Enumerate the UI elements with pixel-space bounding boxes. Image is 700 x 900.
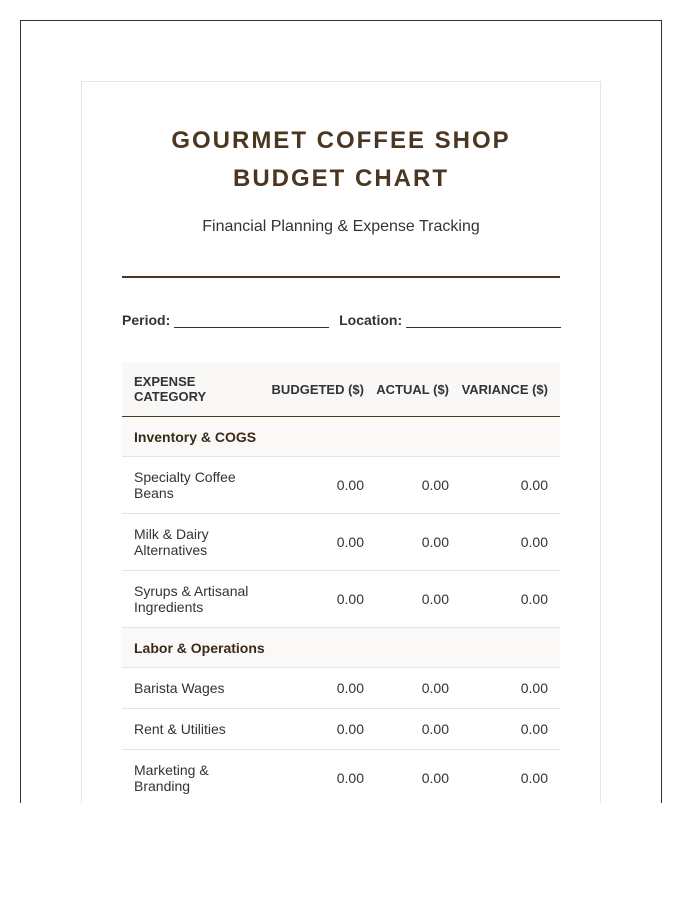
row-budgeted: 0.00 [336, 721, 364, 737]
row-category: Rent & Utilities [134, 721, 226, 737]
row-actual: 0.00 [421, 534, 449, 550]
table-row [122, 709, 560, 750]
row-category: Marketing & Branding [134, 762, 209, 794]
row-variance: 0.00 [520, 591, 548, 607]
table-row [122, 571, 560, 628]
row-variance: 0.00 [520, 477, 548, 493]
table-row [122, 514, 560, 571]
document-subtitle: Financial Planning & Expense Tracking [202, 218, 480, 235]
row-variance: 0.00 [520, 770, 548, 786]
header-expense-category: EXPENSE CATEGORY [134, 374, 207, 404]
row-budgeted: 0.00 [336, 680, 364, 696]
row-budgeted: 0.00 [336, 534, 364, 550]
table-row [122, 668, 560, 709]
row-actual: 0.00 [421, 721, 449, 737]
budget-page [81, 81, 601, 803]
table-row [122, 457, 560, 514]
title-line-2: BUDGET CHART [233, 165, 449, 192]
table-header [122, 362, 560, 417]
row-variance: 0.00 [520, 721, 548, 737]
row-budgeted: 0.00 [336, 591, 364, 607]
period-label: Period: [122, 312, 171, 328]
row-actual: 0.00 [421, 477, 449, 493]
location-label: Location: [339, 312, 403, 328]
table-row [122, 750, 560, 803]
row-category: Specialty Coffee Beans [134, 469, 236, 501]
row-actual: 0.00 [421, 770, 449, 786]
meta-row [122, 312, 562, 328]
document-title [82, 122, 600, 198]
row-variance: 0.00 [520, 534, 548, 550]
location-field[interactable] [406, 313, 561, 328]
budget-table [122, 362, 560, 803]
row-budgeted: 0.00 [336, 770, 364, 786]
period-field[interactable] [174, 313, 329, 328]
header-budgeted: BUDGETED ($) [271, 381, 364, 397]
title-divider [122, 276, 560, 278]
document-frame [20, 20, 662, 803]
row-category: Barista Wages [134, 680, 225, 696]
row-category: Milk & Dairy Alternatives [134, 526, 209, 558]
header-variance: VARIANCE ($) [461, 381, 548, 397]
row-variance: 0.00 [520, 680, 548, 696]
title-line-1: GOURMET COFFEE SHOP [171, 127, 511, 154]
header-actual: ACTUAL ($) [376, 381, 449, 397]
row-actual: 0.00 [421, 591, 449, 607]
row-category: Syrups & Artisanal Ingredients [134, 583, 249, 615]
group-row-labor: Labor & Operations [122, 628, 560, 668]
group-row-inventory: Inventory & COGS [122, 417, 560, 457]
row-budgeted: 0.00 [336, 477, 364, 493]
row-actual: 0.00 [421, 680, 449, 696]
